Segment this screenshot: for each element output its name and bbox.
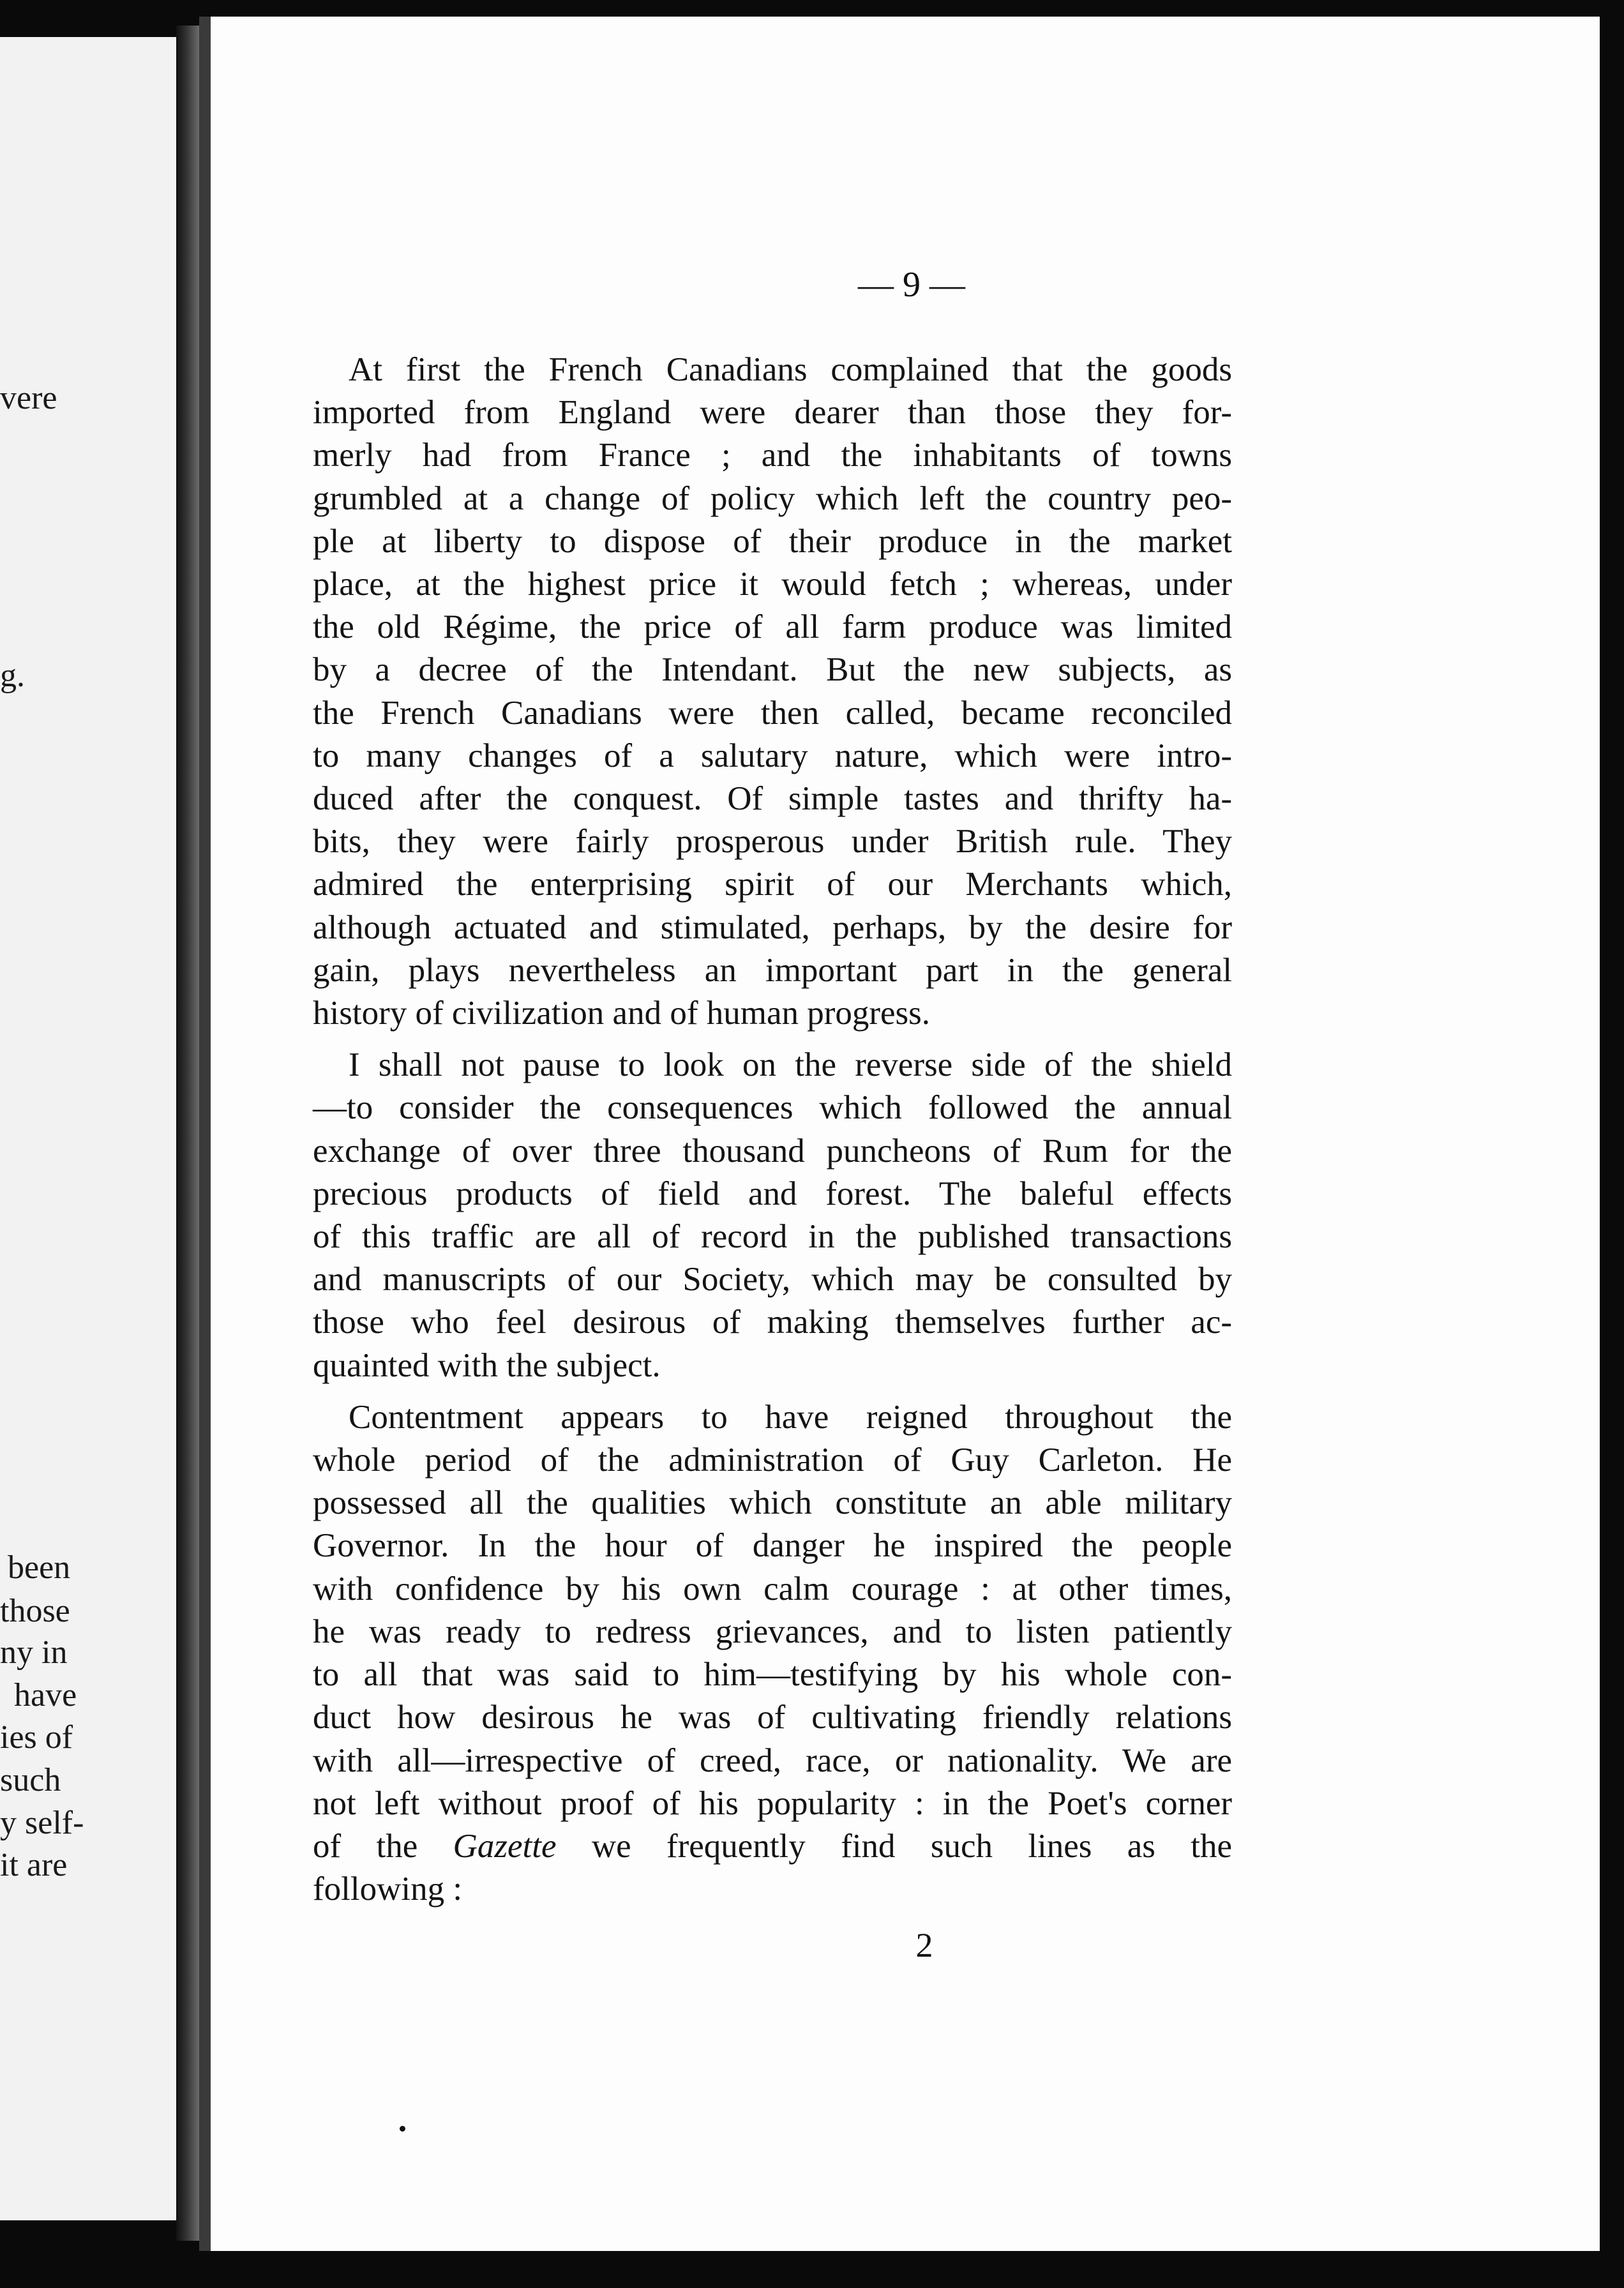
text-line: precious products of field and forest. The baleful effects [313,1175,1232,1212]
gazette-title: Gazette [453,1827,557,1865]
text-line: following : [313,1870,463,1908]
text-line: duced after the conquest. Of simple tastes and thrifty ha- [313,780,1232,818]
left-fragment: y self- [0,1805,84,1841]
text-line: not left without proof of his popularity : in the Poet's corner [313,1784,1232,1822]
left-fragment: have [14,1677,77,1713]
text-line: bits, they were fairly prosperous under British rule. They [313,823,1232,861]
text-line: the French Canadians were then called, became reconciled [313,694,1232,732]
text-line: to all that was said to him—testifying by his whole con- [313,1656,1232,1694]
ink-speck [400,2126,405,2132]
text-line: although actuated and stimulated, perhaps, by the desire for [313,908,1232,946]
paragraph [313,1396,1232,1911]
left-fragment: ny in [0,1634,68,1671]
text-line-gazette [313,1825,1232,1868]
text-line: by a decree of the Intendant. But the new subjects, as [313,651,1232,689]
text-line: place, at the highest price it would fetch ; whereas, under [313,566,1232,603]
text-line: grumbled at a change of policy which left the country peo- [313,479,1232,517]
text-line: those who feel desirous of making themselves further ac- [313,1304,1232,1341]
text-line: —to consider the consequences which followed the annual [313,1089,1232,1127]
paragraph [313,349,1232,1035]
left-fragment: such [0,1762,61,1798]
text-line: to many changes of a salutary nature, which were intro- [313,737,1232,774]
text-line: with confidence by his own calm courage : at other times, [313,1570,1232,1607]
text-line: duct how desirous he was of cultivating friendly relations [313,1699,1232,1736]
left-fragment: it are [0,1847,68,1883]
text-line: of this traffic are all of record in the published transactions [313,1218,1232,1256]
text-line: history of civilization and of human progress. [313,995,931,1032]
text-line: Contentment appears to have reigned throughout the [349,1398,1232,1436]
left-fragment: ies of [0,1719,73,1756]
gazette-line-before: of the [313,1827,418,1865]
text-line: admired the enterprising spirit of our Merchants which, [313,866,1232,903]
left-fragment: g. [0,658,25,694]
text-line: Governor. In the hour of danger he inspired the people [313,1527,1232,1565]
text-line: possessed all the qualities which constitute an able military [313,1484,1232,1522]
text-line: and manuscripts of our Society, which may be consulted by [313,1261,1232,1298]
text-line: with all—irrespective of creed, race, or nationality. We are [313,1742,1232,1779]
left-fragment: those [0,1593,70,1629]
text-line: exchange of over three thousand puncheons of Rum for the [313,1132,1232,1170]
text-line: I shall not pause to look on the reverse side of the shield [349,1046,1232,1084]
text-line: he was ready to redress grievances, and to listen patiently [313,1613,1232,1650]
page-number: — 9 — [858,265,965,305]
text-line: quainted with the subject. [313,1346,661,1384]
text-line: the old Régime, the price of all farm produce was limited [313,608,1232,646]
body-text [313,349,1232,1911]
text-line: ple at liberty to dispose of their produce in the market [313,522,1232,560]
text-line: imported from England were dearer than those they for- [313,394,1232,432]
text-line: At first the French Canadians complained that the goods [349,351,1232,388]
book-gutter [176,26,202,2241]
main-page [199,17,1600,2251]
gazette-line-after: we frequently find such lines as the [591,1827,1233,1865]
left-fragment: vere [0,380,57,416]
paragraph [313,1044,1232,1387]
text-line: merly had from France ; and the inhabitants of towns [313,437,1232,474]
left-page-fragment [0,37,202,2220]
signature-mark: 2 [915,1926,933,1964]
left-fragment: been [8,1549,71,1586]
text-line: whole period of the administration of Guy Carleton. He [313,1441,1232,1479]
text-line: gain, plays nevertheless an important part in the general [313,951,1232,989]
